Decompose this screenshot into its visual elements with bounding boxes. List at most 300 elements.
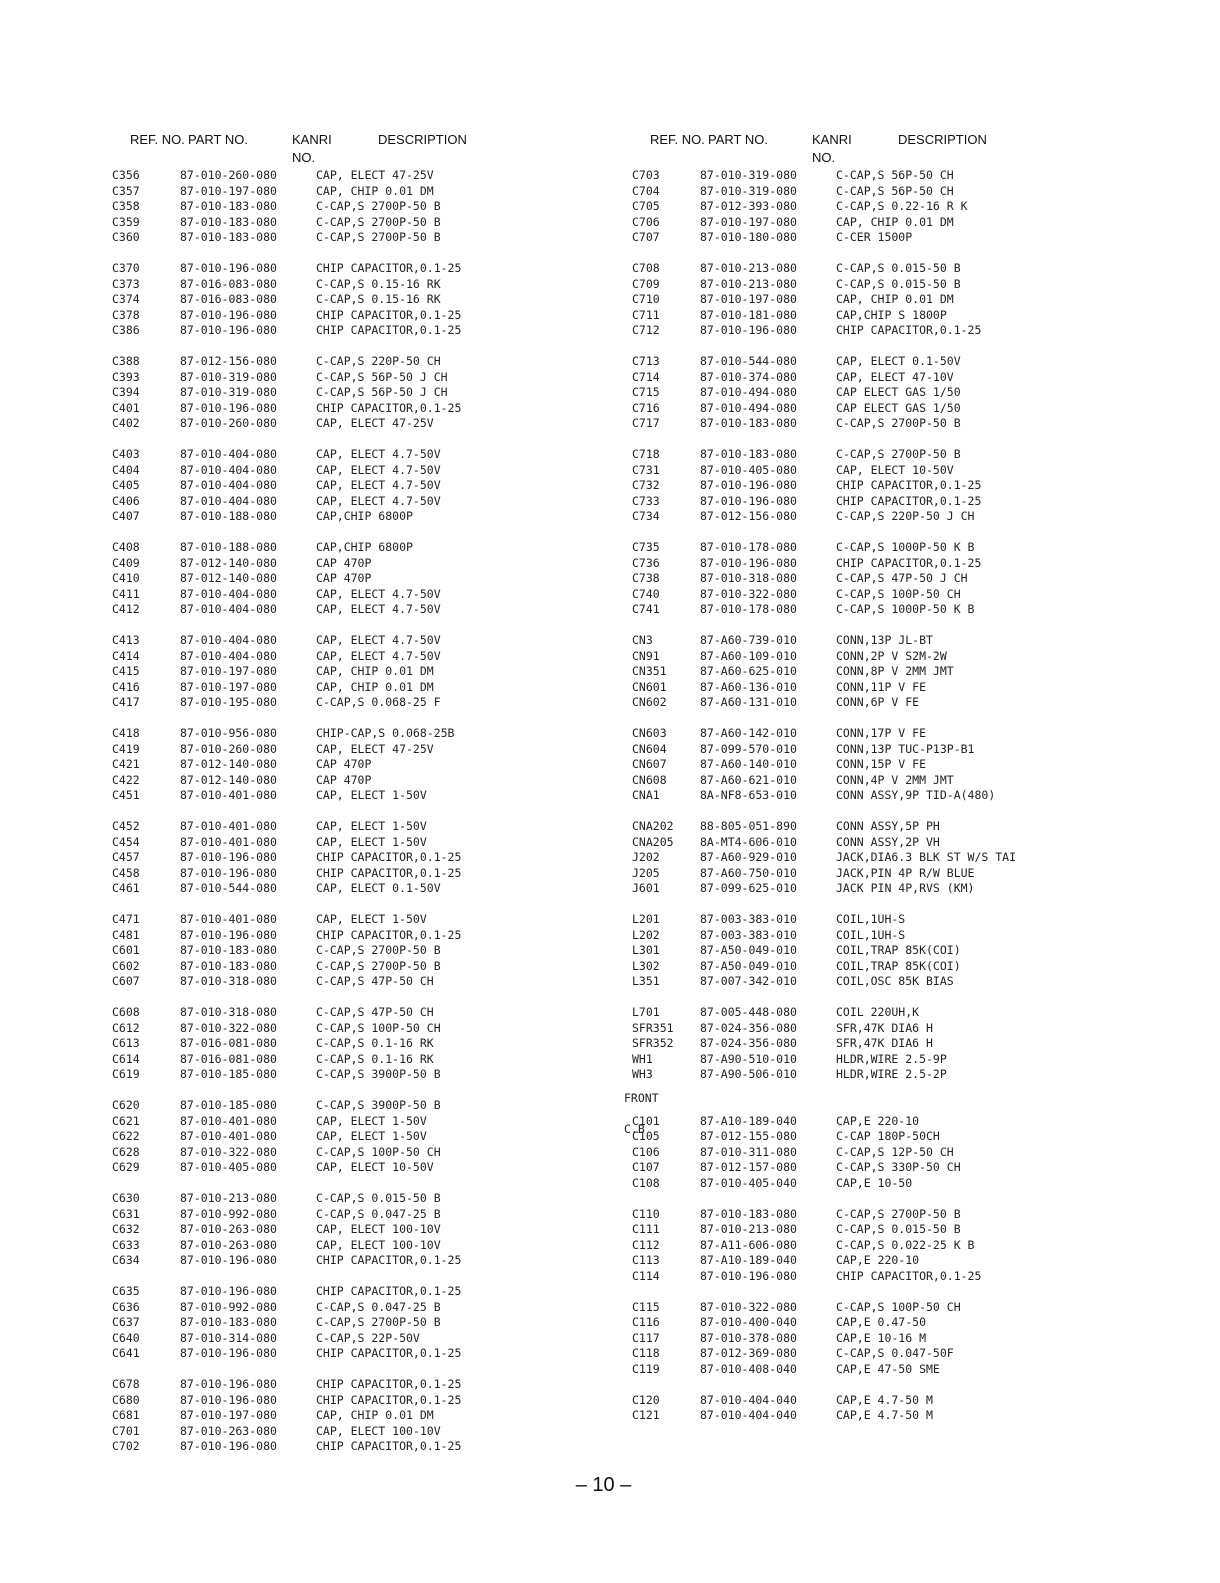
ref-no-cell: C707 <box>632 230 660 244</box>
part-no-cell: 87-A60-929-010 <box>700 850 797 864</box>
description-cell: C-CAP,S 47P-50 J CH <box>836 571 968 585</box>
ref-no-cell: C641 <box>112 1346 140 1360</box>
part-no-cell: 87-010-404-080 <box>180 602 277 616</box>
description-cell: CHIP CAPACITOR,0.1-25 <box>316 1346 462 1360</box>
description-cell: CHIP CAPACITOR,0.1-25 <box>316 1392 462 1407</box>
ref-no-cell: C373 <box>112 276 140 291</box>
description-cell: CAP,E 0.47-50 <box>836 1315 927 1329</box>
part-no-cell: 87-010-992-080 <box>180 1206 277 1221</box>
ref-no-cell: C736 <box>632 555 660 570</box>
description-cell: COIL,1UH-S <box>836 912 906 926</box>
part-no-cell: 87-010-196-080 <box>180 1377 277 1391</box>
description-cell: C-CAP,S 0.015-50 B <box>316 1191 441 1205</box>
description-cell: SFR,47K DIA6 H <box>836 1020 933 1035</box>
ref-no-cell: L301 <box>632 943 660 957</box>
part-no-cell: 87-099-570-010 <box>700 741 797 756</box>
ref-no-cell: C454 <box>112 834 140 849</box>
description-cell: CAP 470P <box>316 571 372 585</box>
ref-no-cell: C711 <box>632 307 660 322</box>
table-row <box>632 447 961 463</box>
description-cell: CAP 470P <box>316 757 372 771</box>
row-spacer <box>632 990 659 1006</box>
description-cell: C-CAP,S 2700P-50 B <box>836 1206 961 1221</box>
ref-no-cell: C630 <box>112 1191 140 1205</box>
part-no-cell: 87-016-081-080 <box>180 1051 277 1066</box>
header-ref-no: REF. NO. <box>650 132 705 147</box>
part-no-cell: 87-010-196-080 <box>180 400 277 415</box>
description-cell: C-CER 1500P <box>836 230 913 244</box>
part-no-cell: 87-010-196-080 <box>700 323 797 337</box>
row-spacer <box>632 1284 659 1300</box>
part-no-cell: 87-010-314-080 <box>180 1330 277 1345</box>
part-no-cell: 87-024-356-080 <box>700 1020 797 1035</box>
ref-no-cell: C635 <box>112 1284 140 1298</box>
table-row <box>632 695 920 711</box>
table-row <box>632 664 954 680</box>
section-title-front-cb: FRONT C.B <box>624 1090 659 1136</box>
description-cell: CHIP CAPACITOR,0.1-25 <box>316 1284 462 1298</box>
ref-no-cell: WH1 <box>632 1051 653 1066</box>
description-cell: CHIP CAPACITOR,0.1-25 <box>316 1377 462 1391</box>
ref-no-cell: C712 <box>632 323 660 337</box>
part-no-cell: 87-010-183-080 <box>180 214 277 229</box>
row-spacer <box>632 339 659 355</box>
description-cell: CAP ELECT GAS 1/50 <box>836 400 961 415</box>
ref-no-cell: C710 <box>632 292 660 306</box>
description-cell: C-CAP,S 0.068-25 F <box>316 695 441 709</box>
part-no-cell: 87-010-183-080 <box>700 416 797 430</box>
header-kanri: KANRI <box>812 132 852 147</box>
part-no-cell: 87-010-196-080 <box>180 307 277 322</box>
description-cell: CAP,E 4.7-50 M <box>836 1408 933 1422</box>
description-cell: HLDR,WIRE 2.5-2P <box>836 1067 947 1081</box>
description-cell: C-CAP,S 3900P-50 B <box>316 1098 441 1112</box>
part-no-cell: 87-010-196-080 <box>180 261 277 275</box>
ref-no-cell: C108 <box>632 1175 660 1190</box>
row-spacer <box>632 618 659 634</box>
description-cell: CONN ASSY,9P TID-A(480) <box>836 788 996 802</box>
description-cell: C-CAP,S 2700P-50 B <box>316 214 441 229</box>
ref-no-cell: C414 <box>112 648 140 663</box>
table-row <box>632 168 954 184</box>
description-cell: C-CAP,S 2700P-50 B <box>836 416 961 430</box>
description-cell: C-CAP 180P-50CH <box>836 1129 940 1143</box>
part-no-cell: 87-A11-606-080 <box>700 1237 797 1252</box>
ref-no-cell: C619 <box>112 1067 140 1081</box>
part-no-cell: 87-003-383-010 <box>700 927 797 942</box>
description-cell: CONN,6P V FE <box>836 695 920 709</box>
table-row <box>632 927 906 944</box>
description-cell: CAP, CHIP 0.01 DM <box>316 1408 434 1422</box>
description-cell: CAP 470P <box>316 772 372 787</box>
ref-no-cell: CN603 <box>632 726 667 740</box>
table-row <box>632 462 954 479</box>
part-no-cell: 87-A60-142-010 <box>700 726 797 740</box>
description-cell: C-CAP,S 22P-50V <box>316 1330 420 1345</box>
table-row <box>632 602 975 618</box>
part-no-cell: 87-016-083-080 <box>180 292 277 306</box>
description-cell: C-CAP,S 220P-50 CH <box>316 354 441 368</box>
ref-no-cell: C717 <box>632 416 660 430</box>
description-cell: C-CAP,S 56P-50 CH <box>836 168 954 182</box>
ref-no-cell: SFR352 <box>632 1036 674 1050</box>
description-cell: C-CAP,S 0.1-16 RK <box>316 1036 434 1050</box>
ref-no-cell: C413 <box>112 633 140 647</box>
description-cell: COIL,OSC 85K BIAS <box>836 974 954 988</box>
ref-no-cell: CNA205 <box>632 834 674 849</box>
description-cell: C-CAP,S 0.047-25 B <box>316 1299 441 1314</box>
ref-no-cell: C421 <box>112 757 140 771</box>
ref-no-cell: CN607 <box>632 757 667 771</box>
ref-no-cell: SFR351 <box>632 1020 674 1035</box>
ref-no-cell: C633 <box>112 1237 140 1252</box>
row-spacer <box>632 1191 659 1207</box>
part-no-cell: 87-010-404-080 <box>180 493 277 508</box>
description-cell: CAP, ELECT 4.7-50V <box>316 447 441 461</box>
ref-no-cell: C119 <box>632 1361 660 1376</box>
part-no-cell: 87-A60-131-010 <box>700 695 797 709</box>
description-cell: CAP, CHIP 0.01 DM <box>316 664 434 678</box>
ref-no-cell: C608 <box>112 1005 140 1019</box>
ref-no-cell: C601 <box>112 943 140 957</box>
part-no-cell: 87-010-183-080 <box>180 199 277 213</box>
ref-no-cell: C716 <box>632 400 660 415</box>
description-cell: C-CAP,S 47P-50 CH <box>316 974 434 988</box>
description-cell: CAP, ELECT 1-50V <box>316 819 427 833</box>
ref-no-cell: C374 <box>112 292 140 306</box>
description-cell: CHIP-CAP,S 0.068-25B <box>316 726 455 740</box>
table-row <box>632 1113 920 1130</box>
ref-no-cell: C622 <box>112 1129 140 1143</box>
table-row <box>632 1067 947 1083</box>
description-cell: C-CAP,S 0.15-16 RK <box>316 292 441 306</box>
table-row <box>632 834 940 851</box>
ref-no-cell: C357 <box>112 183 140 198</box>
description-cell: HLDR,WIRE 2.5-9P <box>836 1051 947 1066</box>
part-no-cell: 87-010-319-080 <box>700 168 797 182</box>
ref-no-cell: C409 <box>112 555 140 570</box>
description-cell: CONN,8P V 2MM JMT <box>836 664 954 678</box>
table-row <box>632 1237 975 1254</box>
description-cell: CHIP CAPACITOR,0.1-25 <box>316 927 462 942</box>
part-no-cell: 87-010-195-080 <box>180 695 277 709</box>
part-no-cell: 87-010-196-080 <box>180 1253 277 1267</box>
ref-no-cell: L202 <box>632 927 660 942</box>
description-cell: CAP,CHIP 6800P <box>316 509 413 523</box>
description-cell: CONN ASSY,2P VH <box>836 834 940 849</box>
ref-no-cell: C680 <box>112 1392 140 1407</box>
description-cell: CAP,E 10-50 <box>836 1175 913 1190</box>
table-row <box>632 1346 954 1362</box>
ref-no-cell: C706 <box>632 214 660 229</box>
table-row <box>632 850 1017 866</box>
description-cell: C-CAP,S 220P-50 J CH <box>836 509 975 523</box>
description-cell: C-CAP,S 56P-50 J CH <box>316 385 448 399</box>
ref-no-cell: CN3 <box>632 633 653 647</box>
description-cell: CONN,4P V 2MM JMT <box>836 772 954 787</box>
ref-no-cell: C418 <box>112 726 140 740</box>
table-row <box>632 772 954 789</box>
ref-no-cell: C370 <box>112 261 140 275</box>
row-spacer <box>632 897 659 913</box>
ref-no-cell: C121 <box>632 1408 660 1422</box>
part-no-cell: 87-010-196-080 <box>180 1392 277 1407</box>
part-no-cell: 87-A60-739-010 <box>700 633 797 647</box>
part-no-cell: 87-010-401-080 <box>180 788 277 802</box>
table-row <box>632 958 961 975</box>
part-no-cell: 87-010-188-080 <box>180 540 277 554</box>
description-cell: C-CAP,S 0.015-50 B <box>836 1222 961 1236</box>
ref-no-cell: C360 <box>112 230 140 244</box>
ref-no-cell: C394 <box>112 385 140 399</box>
table-row <box>632 881 975 897</box>
ref-no-cell: C120 <box>632 1392 660 1407</box>
part-no-cell: 87-010-183-080 <box>180 958 277 973</box>
table-row <box>632 276 961 293</box>
ref-no-cell: C461 <box>112 881 140 895</box>
part-no-cell: 87-010-196-080 <box>700 478 797 492</box>
ref-no-cell: C471 <box>112 912 140 926</box>
part-no-cell: 8A-MT4-606-010 <box>700 834 797 849</box>
ref-no-cell: CNA1 <box>632 788 660 802</box>
description-cell: C-CAP,S 0.015-50 B <box>836 261 961 275</box>
part-no-cell: 87-010-544-080 <box>700 354 797 368</box>
part-no-cell: 87-010-196-080 <box>700 555 797 570</box>
ref-no-cell: C681 <box>112 1408 140 1422</box>
table-row <box>632 323 982 339</box>
row-spacer <box>632 525 659 541</box>
ref-no-cell: C621 <box>112 1113 140 1128</box>
table-row <box>632 509 975 525</box>
description-cell: CAP, ELECT 4.7-50V <box>316 648 441 663</box>
table-row <box>632 183 954 200</box>
description-cell: C-CAP,S 100P-50 CH <box>836 586 961 601</box>
description-cell: CAP, CHIP 0.01 DM <box>316 679 434 694</box>
table-row <box>632 369 954 386</box>
part-no-cell: 87-010-318-080 <box>700 571 797 585</box>
part-no-cell: 87-012-157-080 <box>700 1160 797 1174</box>
ref-no-cell: L701 <box>632 1005 660 1019</box>
ref-no-cell: WH3 <box>632 1067 653 1081</box>
ref-no-cell: C402 <box>112 416 140 430</box>
row-spacer <box>632 1377 659 1393</box>
ref-no-cell: C107 <box>632 1160 660 1174</box>
description-cell: C-CAP,S 100P-50 CH <box>316 1144 441 1159</box>
table-row <box>632 307 947 324</box>
description-cell: C-CAP,S 0.047-50F <box>836 1346 954 1360</box>
part-no-cell: 87-010-263-080 <box>180 1423 277 1438</box>
part-no-cell: 87-010-188-080 <box>180 509 277 523</box>
ref-no-cell: J202 <box>632 850 660 864</box>
ref-no-cell: C101 <box>632 1113 660 1128</box>
ref-no-cell: CN91 <box>632 648 660 663</box>
part-no-cell: 87-010-260-080 <box>180 168 277 182</box>
table-row <box>632 633 933 649</box>
ref-no-cell: C458 <box>112 865 140 880</box>
part-no-cell: 87-007-342-010 <box>700 974 797 988</box>
ref-no-cell: CN351 <box>632 664 667 678</box>
description-cell: C-CAP,S 56P-50 CH <box>836 183 954 198</box>
part-no-cell: 87-010-196-080 <box>180 1439 277 1453</box>
description-cell: CAP, ELECT 0.1-50V <box>836 354 961 368</box>
part-no-cell: 87-010-197-080 <box>180 664 277 678</box>
table-row <box>632 1206 961 1223</box>
ref-no-cell: C422 <box>112 772 140 787</box>
description-cell: CHIP CAPACITOR,0.1-25 <box>316 1439 462 1453</box>
ref-no-cell: C112 <box>632 1237 660 1252</box>
description-cell: C-CAP,S 0.022-25 K B <box>836 1237 975 1252</box>
description-cell: CONN,17P V FE <box>836 726 927 740</box>
description-cell: C-CAP,S 2700P-50 B <box>316 1315 441 1329</box>
part-no-cell: 87-010-494-080 <box>700 385 797 399</box>
description-cell: CAP, ELECT 47-10V <box>836 369 954 384</box>
ref-no-cell: C620 <box>112 1098 140 1112</box>
part-no-cell: 87-010-197-080 <box>180 1408 277 1422</box>
part-no-cell: 87-010-322-080 <box>700 586 797 601</box>
header-kanri-no: NO. <box>292 150 316 165</box>
part-no-cell: 87-A90-510-010 <box>700 1051 797 1066</box>
table-row <box>632 679 927 696</box>
part-no-cell: 87-010-404-080 <box>180 648 277 663</box>
table-row <box>632 1408 933 1424</box>
part-no-cell: 87-A10-189-040 <box>700 1113 797 1128</box>
ref-no-cell: C111 <box>632 1222 660 1236</box>
ref-no-cell: CNA202 <box>632 819 674 833</box>
ref-no-cell: CN601 <box>632 679 667 694</box>
table-row <box>632 416 961 432</box>
table-row <box>632 1299 961 1316</box>
ref-no-cell: J601 <box>632 881 660 895</box>
ref-no-cell: C415 <box>112 664 140 678</box>
part-no-cell: 87-024-356-080 <box>700 1036 797 1050</box>
part-no-cell: 87-010-405-040 <box>700 1175 797 1190</box>
part-no-cell: 87-010-263-080 <box>180 1222 277 1236</box>
part-no-cell: 87-A60-140-010 <box>700 757 797 771</box>
description-cell: CAP, ELECT 10-50V <box>836 462 954 477</box>
ref-no-cell: C113 <box>632 1253 660 1267</box>
part-no-cell: 87-012-140-080 <box>180 757 277 771</box>
part-no-cell: 87-A50-049-010 <box>700 958 797 973</box>
part-no-cell: 87-010-213-080 <box>700 276 797 291</box>
table-row <box>632 493 982 510</box>
header-description: DESCRIPTION <box>898 132 987 147</box>
part-no-cell: 87-010-408-040 <box>700 1361 797 1376</box>
part-no-cell: 87-A10-189-040 <box>700 1253 797 1267</box>
ref-no-cell: C637 <box>112 1315 140 1329</box>
ref-no-cell: C714 <box>632 369 660 384</box>
description-cell: C-CAP,S 12P-50 CH <box>836 1144 954 1159</box>
ref-no-cell: C614 <box>112 1051 140 1066</box>
ref-no-cell: C412 <box>112 602 140 616</box>
part-no-cell: 87-A60-750-010 <box>700 865 797 880</box>
ref-no-cell: C741 <box>632 602 660 616</box>
ref-no-cell: C116 <box>632 1315 660 1329</box>
description-cell: CAP, ELECT 100-10V <box>316 1237 441 1252</box>
row-spacer <box>632 432 659 448</box>
description-cell: CAP, CHIP 0.01 DM <box>836 214 954 229</box>
description-cell: CONN,15P V FE <box>836 757 927 771</box>
part-no-cell: 87-010-185-080 <box>180 1067 277 1081</box>
part-no-cell: 87-010-322-080 <box>180 1144 277 1159</box>
part-no-cell: 87-A50-049-010 <box>700 943 797 957</box>
ref-no-cell: C704 <box>632 183 660 198</box>
part-no-cell: 87-010-196-080 <box>180 1284 277 1298</box>
description-cell: CAP,E 220-10 <box>836 1253 920 1267</box>
page-number: – 10 – <box>575 1474 632 1496</box>
part-no-cell: 87-012-140-080 <box>180 772 277 787</box>
part-no-cell: 87-012-369-080 <box>700 1346 797 1360</box>
part-no-cell: 87-099-625-010 <box>700 881 797 895</box>
part-no-cell: 87-010-318-080 <box>180 1005 277 1019</box>
part-no-cell: 87-010-319-080 <box>700 183 797 198</box>
description-cell: C-CAP,S 2700P-50 B <box>316 199 441 213</box>
ref-no-cell: C410 <box>112 571 140 585</box>
table-row <box>632 1253 920 1269</box>
ref-no-cell: C607 <box>112 974 140 988</box>
header-kanri-no: NO. <box>812 150 836 165</box>
description-cell: C-CAP,S 47P-50 CH <box>316 1005 434 1019</box>
part-no-cell: 87-010-311-080 <box>700 1144 797 1159</box>
description-cell: CAP, ELECT 1-50V <box>316 788 427 802</box>
part-no-cell: 87-010-196-080 <box>180 927 277 942</box>
description-cell: CAP, ELECT 4.7-50V <box>316 493 441 508</box>
ref-no-cell: C628 <box>112 1144 140 1159</box>
part-no-cell: 87-012-393-080 <box>700 199 797 213</box>
ref-no-cell: C703 <box>632 168 660 182</box>
table-row <box>632 571 968 587</box>
ref-no-cell: C393 <box>112 369 140 384</box>
ref-no-cell: C602 <box>112 958 140 973</box>
row-spacer <box>632 804 659 820</box>
ref-no-cell: L351 <box>632 974 660 988</box>
description-cell: CAP, ELECT 4.7-50V <box>316 633 441 647</box>
description-cell: CAP, ELECT 1-50V <box>316 834 427 849</box>
description-cell: CHIP CAPACITOR,0.1-25 <box>836 1268 982 1283</box>
part-no-cell: 87-010-197-080 <box>180 679 277 694</box>
part-no-cell: 87-010-404-040 <box>700 1392 797 1407</box>
part-no-cell: 87-010-404-080 <box>180 447 277 461</box>
table-row <box>632 586 961 603</box>
part-no-cell: 87-003-383-010 <box>700 912 797 926</box>
description-cell: CHIP CAPACITOR,0.1-25 <box>836 493 982 508</box>
table-row <box>632 230 913 246</box>
ref-no-cell: C388 <box>112 354 140 368</box>
part-no-cell: 88-805-051-890 <box>700 819 797 833</box>
ref-no-cell: C416 <box>112 679 140 694</box>
description-cell: CHIP CAPACITOR,0.1-25 <box>316 307 462 322</box>
ref-no-cell: C734 <box>632 509 660 523</box>
part-no-cell: 87-010-404-080 <box>180 462 277 477</box>
ref-no-cell: C401 <box>112 400 140 415</box>
ref-no-cell: C405 <box>112 478 140 492</box>
description-cell: CAP, ELECT 1-50V <box>316 1113 427 1128</box>
part-no-cell: 87-A60-625-010 <box>700 664 797 678</box>
right-parts-table-top <box>632 168 1017 1083</box>
table-row <box>632 555 982 572</box>
part-no-cell: 87-A60-621-010 <box>700 772 797 787</box>
ref-no-cell: C629 <box>112 1160 140 1174</box>
table-row <box>632 1175 913 1192</box>
description-cell: CAP, CHIP 0.01 DM <box>316 183 434 198</box>
part-no-cell: 87-010-374-080 <box>700 369 797 384</box>
ref-no-cell: C110 <box>632 1206 660 1221</box>
part-no-cell: 87-010-260-080 <box>180 416 277 430</box>
description-cell: CAP,E 220-10 <box>836 1113 920 1128</box>
part-no-cell: 87-010-197-080 <box>700 214 797 229</box>
ref-no-cell: C118 <box>632 1346 660 1360</box>
part-no-cell: 87-010-405-080 <box>180 1160 277 1174</box>
part-no-cell: 87-010-405-080 <box>700 462 797 477</box>
